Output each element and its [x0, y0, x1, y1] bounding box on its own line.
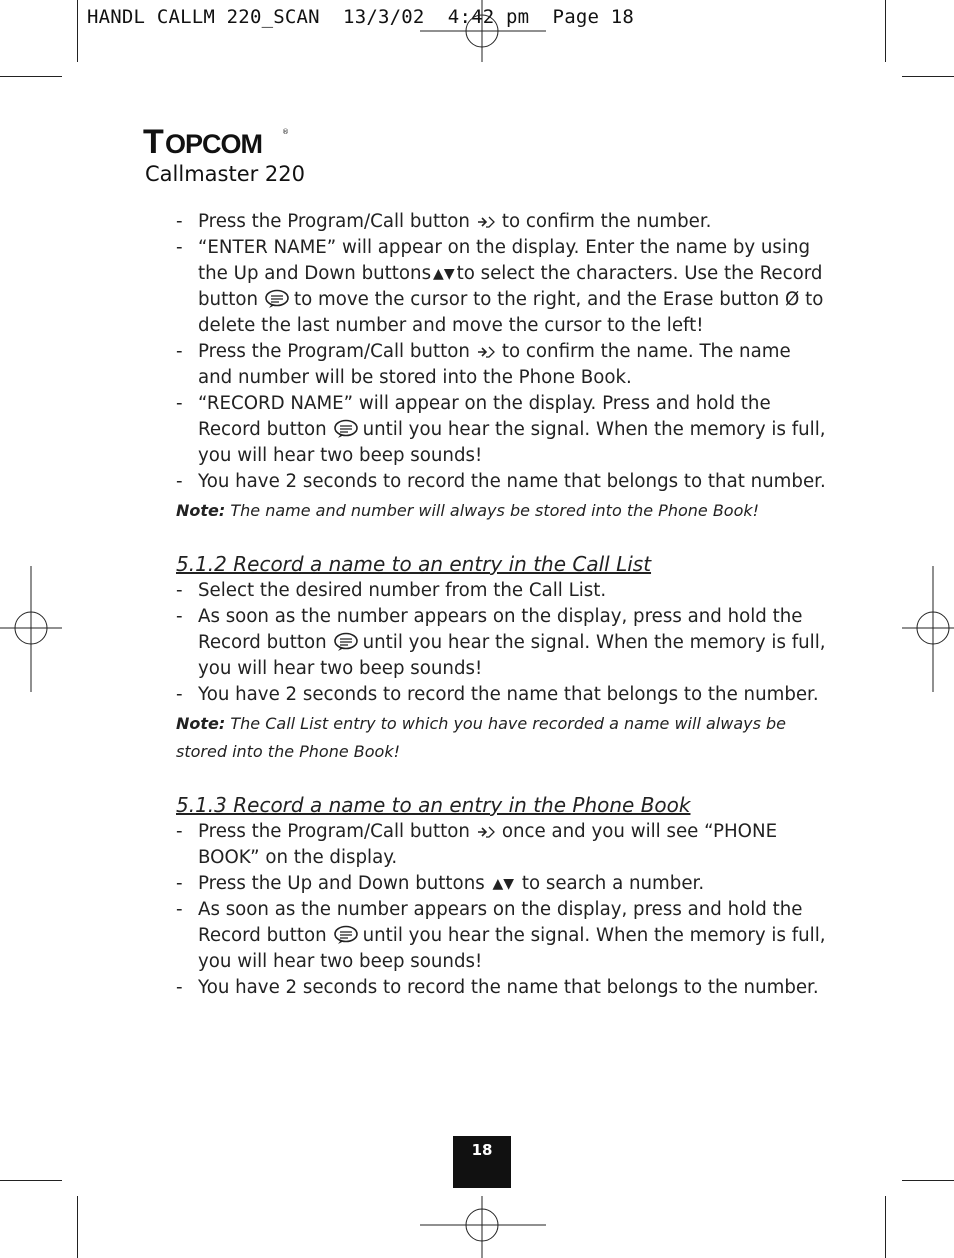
page-number: 18 [453, 1136, 511, 1188]
record-icon [333, 925, 359, 945]
list-item: - As soon as the number appears on the display, press and hold the Record button until you hear the signal. When the memory is full, you will hear two beep sounds! [176, 606, 826, 679]
crop-mark [902, 1180, 954, 1181]
section-heading: 5.1.3 Record a name to an entry in the Phone Book [176, 793, 691, 817]
list-item: - Press the Up and Down buttons ▲▼ to search a number. [176, 871, 826, 897]
up-down-arrows-icon: ▲▼ [492, 876, 515, 892]
record-icon [333, 419, 359, 439]
list-item: - As soon as the number appears on the display, press and hold the Record button until you hear the signal. When the memory is full, you will hear two beep sounds! [176, 899, 826, 972]
product-model: Callmaster 220 [145, 162, 306, 186]
list-item: - You have 2 seconds to record the name that belongs to the number. [176, 684, 819, 705]
list-item: - “RECORD NAME” will appear on the display. Press and hold the Record button until you hear the signal. When the memory is full, you will hear two beep sounds! [176, 393, 826, 466]
crop-mark [885, 1196, 886, 1258]
print-slug: HANDL CALLM 220_SCAN 13/3/02 4:42 pm Page 18 [87, 6, 635, 28]
up-down-arrows-icon: ▲▼ [433, 266, 455, 282]
crop-mark [0, 1180, 62, 1181]
program-call-icon [476, 213, 498, 231]
registration-mark-icon [902, 566, 954, 692]
manual-content [176, 209, 826, 1001]
record-icon [264, 289, 290, 309]
program-call-icon [476, 823, 498, 841]
list-item: - You have 2 seconds to record the name that belongs to that number. [176, 471, 826, 492]
registration-mark-icon [420, 1196, 546, 1258]
svg-text:®: ® [282, 128, 289, 136]
list-item: - Press the Program/Call button to confirm the number. [176, 211, 712, 232]
crop-mark [0, 76, 62, 77]
list-item: - Select the desired number from the Call List. [176, 580, 607, 601]
section-heading: 5.1.2 Record a name to an entry in the Call List [176, 552, 652, 576]
record-icon [333, 632, 359, 652]
registration-mark-icon [0, 566, 62, 692]
program-call-icon [476, 343, 498, 361]
topcom-logo [143, 122, 293, 158]
svg-text:T: T [143, 123, 164, 158]
note: Note: The name and number will always be stored into the Phone Book! [176, 501, 760, 520]
list-item: - Press the Program/Call button once and you will see “PHONE BOOK” on the display. [176, 821, 778, 868]
crop-mark [902, 76, 954, 77]
crop-mark [77, 1196, 78, 1258]
note: Note: The Call List entry to which you have recorded a name will always be stored into the Phone Book! [176, 714, 787, 761]
list-item: - Press the Program/Call button to confirm the name. The name and number will be stored into the Phone Book. [176, 341, 791, 388]
crop-mark [77, 0, 78, 62]
list-item: - “ENTER NAME” will appear on the display. Enter the name by using the Up and Down buttons ▲▼ to select the characters. Use the Record button to move the cursor to the right, and the Erase button Ø to delete the last number and move the cursor to the left! [176, 237, 824, 336]
svg-text:OPCOM: OPCOM [165, 129, 263, 158]
list-item: - You have 2 seconds to record the name that belongs to the number. [176, 977, 819, 998]
registration-mark-icon [420, 0, 546, 62]
crop-mark [885, 0, 886, 62]
